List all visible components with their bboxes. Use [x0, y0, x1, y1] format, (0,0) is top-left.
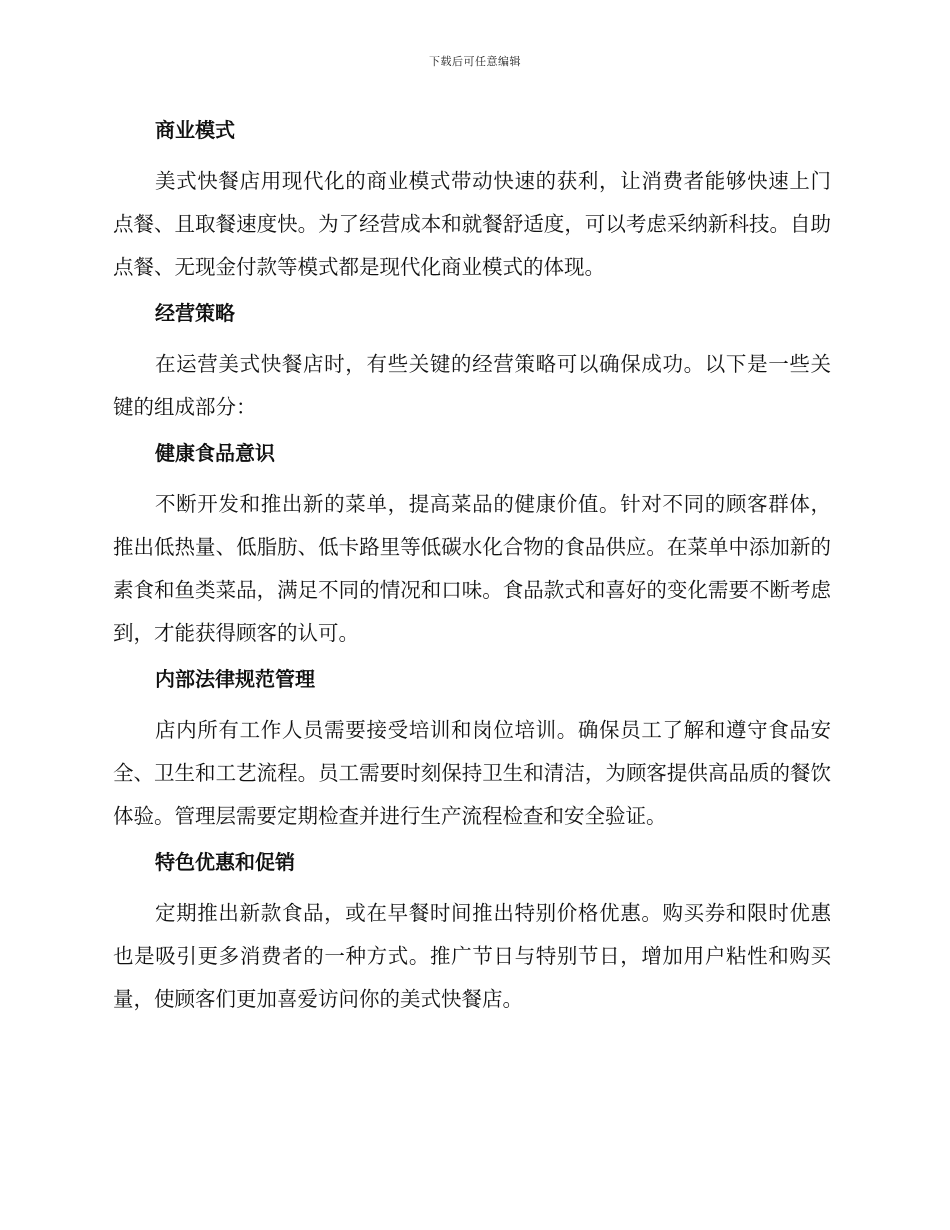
section-paragraph: 店内所有工作人员需要接受培训和岗位培训。确保员工了解和遵守食品安全、卫生和工艺流程。员工需要时刻保持卫生和清洁，为顾客提供高品质的餐饮体验。管理层需要定期检查并进行生产流程检查和安全验证。	[113, 718, 831, 828]
section-heading: 内部法律规范管理	[155, 667, 315, 691]
section-operating-strategy	[113, 299, 831, 429]
section-heading: 健康食品意识	[155, 441, 275, 465]
section-paragraph: 在运营美式快餐店时，有些关键的经营策略可以确保成功。以下是一些关键的组成部分：	[113, 352, 831, 419]
page-header: 下载后可任意编辑	[429, 55, 521, 68]
section-business-model	[113, 116, 831, 289]
section-internal-management	[113, 665, 831, 838]
section-heading: 经营策略	[155, 301, 235, 325]
section-paragraph: 美式快餐店用现代化的商业模式带动快速的获利，让消费者能够快速上门点餐、且取餐速度快。为了经营成本和就餐舒适度，可以考虑采纳新科技。自助点餐、无现金付款等模式都是现代化商业模式的体现。	[113, 169, 831, 279]
section-paragraph: 不断开发和推出新的菜单，提高菜品的健康价值。针对不同的顾客群体，推出低热量、低脂肪、低卡路里等低碳水化合物的食品供应。在菜单中添加新的素食和鱼类菜品，满足不同的情况和口味。食品款式和喜好的变化需要不断考虑到，才能获得顾客的认可。	[113, 492, 831, 645]
section-paragraph: 定期推出新款食品，或在早餐时间推出特别价格优惠。购买券和限时优惠也是吸引更多消费者的一种方式。推广节日与特别节日，增加用户粘性和购买量，使顾客们更加喜爱访问你的美式快餐店。	[113, 901, 831, 1011]
section-healthy-food	[113, 439, 831, 655]
section-heading: 特色优惠和促销	[155, 850, 295, 874]
section-promotions	[113, 848, 831, 1021]
section-heading: 商业模式	[155, 118, 235, 142]
document-body	[113, 108, 831, 1031]
